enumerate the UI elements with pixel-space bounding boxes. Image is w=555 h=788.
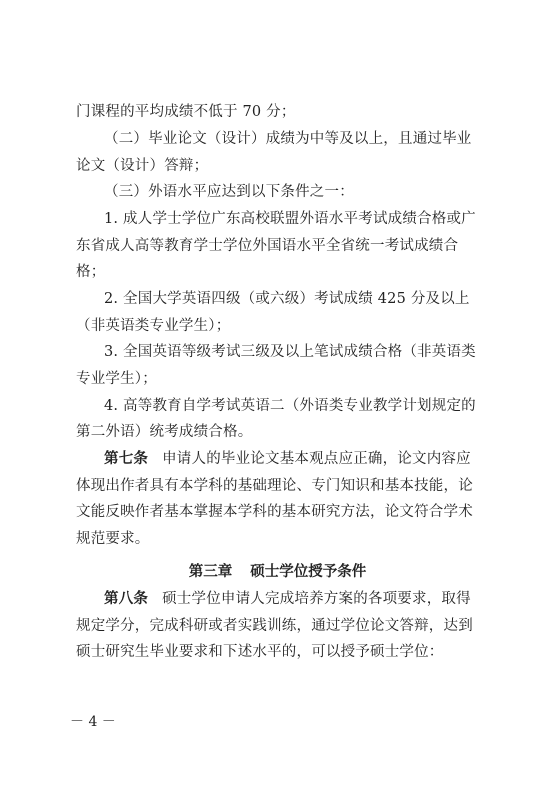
text-line: 体现出作者具有本学科的基础理论、专门知识和基本技能，论 — [76, 478, 473, 494]
article-7-first-line — [104, 449, 488, 469]
text-line: 文能反映作者基本掌握本学科的基本研究方法，论文符合学术 — [76, 504, 473, 520]
article-8-first-line — [104, 589, 488, 609]
text-line: 专业学生）； — [76, 371, 157, 387]
chapter-title: 硕士学位授予条件 — [250, 564, 367, 580]
text-line: 硕士研究生毕业要求和下述水平的，可以授予硕士学位： — [76, 644, 444, 660]
text-line: 3. 全国英语等级考试三级及以上笔试成绩合格（非英语类 — [104, 344, 476, 360]
article-7-text: 申请人的毕业论文基本观点应正确，论文内容应 — [162, 451, 471, 467]
text-line: （二）毕业论文（设计）成绩为中等及以上，且通过毕业 — [104, 131, 472, 147]
text-line: 第二外语）统考成绩合格。 — [76, 424, 253, 440]
text-line: 4. 高等教育自学考试英语二（外语类专业教学计划规定的 — [104, 398, 476, 414]
text-line: 东省成人高等教育学士学位外国语水平全省统一考试成绩合 — [76, 238, 459, 254]
text-line: 2. 全国大学英语四级（或六级）考试成绩 425 分及以上 — [104, 291, 470, 307]
text-line: 门课程的平均成绩不低于 70 分； — [76, 104, 296, 120]
article-8-label: 第八条 — [104, 591, 149, 607]
text-line: 论文（设计）答辩； — [76, 158, 209, 174]
text-line: 格； — [76, 264, 106, 280]
article-8-text: 硕士学位申请人完成培养方案的各项要求，取得 — [162, 591, 471, 607]
text-line: （非英语类专业学生）； — [76, 318, 231, 334]
chapter-heading — [0, 562, 555, 582]
page-number: － 4 － — [70, 714, 116, 730]
text-line: （三）外语水平应达到以下条件之一： — [104, 184, 354, 200]
text-line: 1. 成人学士学位广东高校联盟外语水平考试成绩合格或广 — [104, 211, 476, 227]
article-7-label: 第七条 — [104, 451, 149, 467]
text-line: 规定学分，完成科研或者实践训练，通过学位论文答辩，达到 — [76, 618, 473, 634]
chapter-number: 第三章 — [188, 564, 233, 580]
text-line: 规范要求。 — [76, 531, 150, 547]
